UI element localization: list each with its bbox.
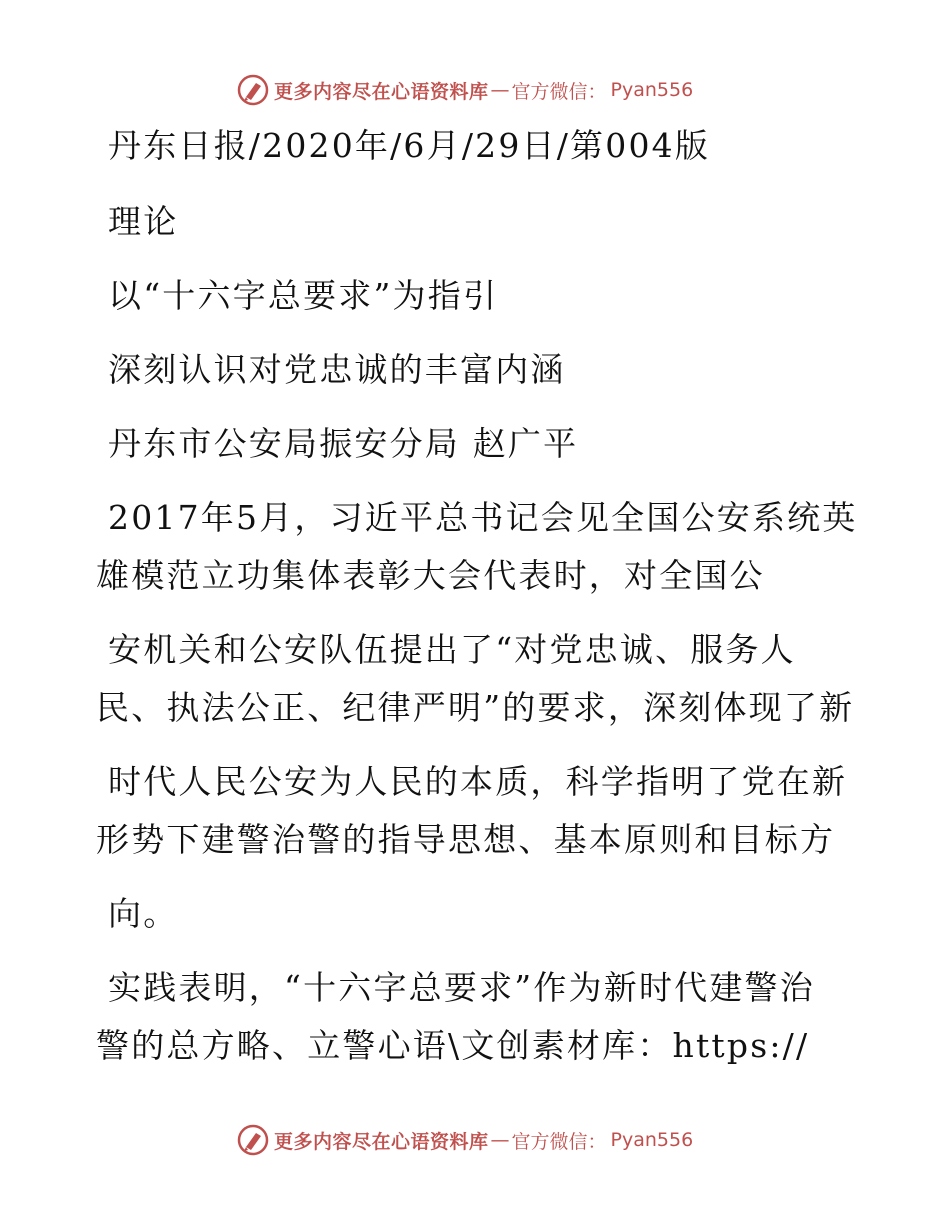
article-title-line-2: 深刻认识对党忠诚的丰富内涵 [108,350,566,389]
watermark-main-text: 更多内容尽在心语资料库 [274,1130,489,1153]
body-text-line: 雄模范立功集体表彰大会代表时，对全国公 [96,556,765,595]
pen-nib-logo-icon [236,1123,270,1157]
article-title-line-1: 以“十六字总要求”为指引 [108,276,499,315]
watermark-wechat-label: 官方微信： [511,80,607,103]
watermark-dash: — [490,1129,510,1151]
body-text-line: 实践表明，“十六字总要求”作为新时代建警治 [108,968,815,1007]
body-text-line: 安机关和公安队伍提出了“对党忠诚、服务人 [108,630,796,669]
watermark-dash: — [490,79,510,101]
author-line: 丹东市公安局振安分局 赵广平 [108,424,579,463]
newspaper-source-line: 丹东日报/2020年/6月/29日/第004版 [108,126,711,165]
footer-watermark [236,1122,693,1158]
body-text-line: 警的总方略、立警心语\文创素材库：https:// [96,1026,810,1065]
body-text-line: 向。 [108,894,179,933]
watermark-main-text: 更多内容尽在心语资料库 [274,80,489,103]
header-watermark [236,72,693,108]
body-text-line: 民、执法公正、纪律严明”的要求，深刻体现了新 [96,688,855,727]
watermark-wechat-id: Pyan556 [610,1129,694,1151]
watermark-wechat-id: Pyan556 [610,79,694,101]
body-text-line: 形势下建警治警的指导思想、基本原则和目标方 [96,820,836,859]
pen-nib-logo-icon [236,73,270,107]
watermark-wechat-label: 官方微信： [511,1130,607,1153]
section-label: 理论 [108,202,179,241]
body-text-line: 时代人民公安为人民的本质，科学指明了党在新 [108,762,848,801]
body-text-line: 2017年5月，习近平总书记会见全国公安系统英 [108,498,858,537]
